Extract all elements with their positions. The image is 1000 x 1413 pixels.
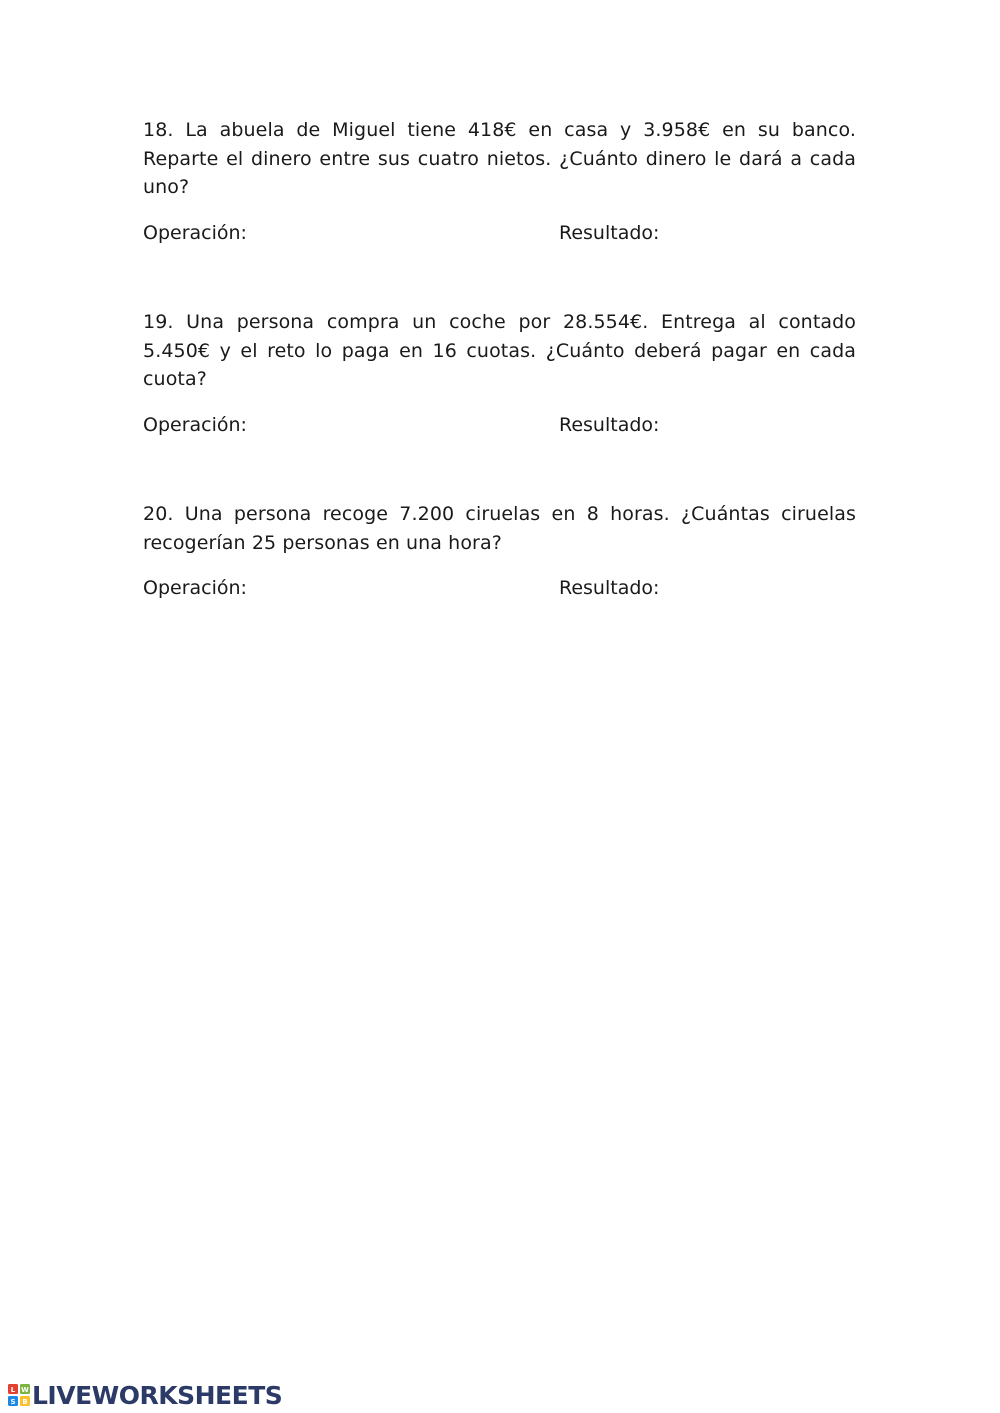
liveworksheets-brand[interactable] <box>8 1380 282 1410</box>
problem-20 <box>143 500 856 604</box>
svg-text:L: L <box>10 1386 16 1394</box>
problem-text: 20. Una persona recoge 7.200 ciruelas en 8 horas. ¿Cuántas ciruelas recogerían 25 personas en una hora? <box>143 503 856 554</box>
answer-row <box>143 411 856 441</box>
problem-18 <box>143 116 856 249</box>
problem-19 <box>143 308 856 441</box>
result-label: Resultado: <box>559 413 660 436</box>
result-label: Resultado: <box>559 221 660 244</box>
problem-text: 18. La abuela de Miguel tiene 418€ en casa y 3.958€ en su banco. Reparte el dinero entre sus cuatro nietos. ¿Cuánto dinero le dará a cada uno? <box>143 119 856 198</box>
operation-label: Operación: <box>143 577 247 599</box>
liveworksheets-blocks-icon <box>8 1384 30 1406</box>
answer-row <box>143 219 856 249</box>
result-label: Resultado: <box>559 577 660 599</box>
brand-name: LIVEWORKSHEETS <box>32 1380 283 1410</box>
answer-row <box>143 574 856 604</box>
svg-text:B: B <box>22 1398 28 1406</box>
svg-text:S: S <box>10 1398 16 1406</box>
problem-text: 19. Una persona compra un coche por 28.554€. Entrega al contado 5.450€ y el reto lo paga en 16 cuotas. ¿Cuánto deberá pagar en cada cuota? <box>143 311 856 390</box>
operation-label: Operación: <box>143 413 247 436</box>
operation-label: Operación: <box>143 221 247 244</box>
svg-text:W: W <box>21 1386 29 1394</box>
